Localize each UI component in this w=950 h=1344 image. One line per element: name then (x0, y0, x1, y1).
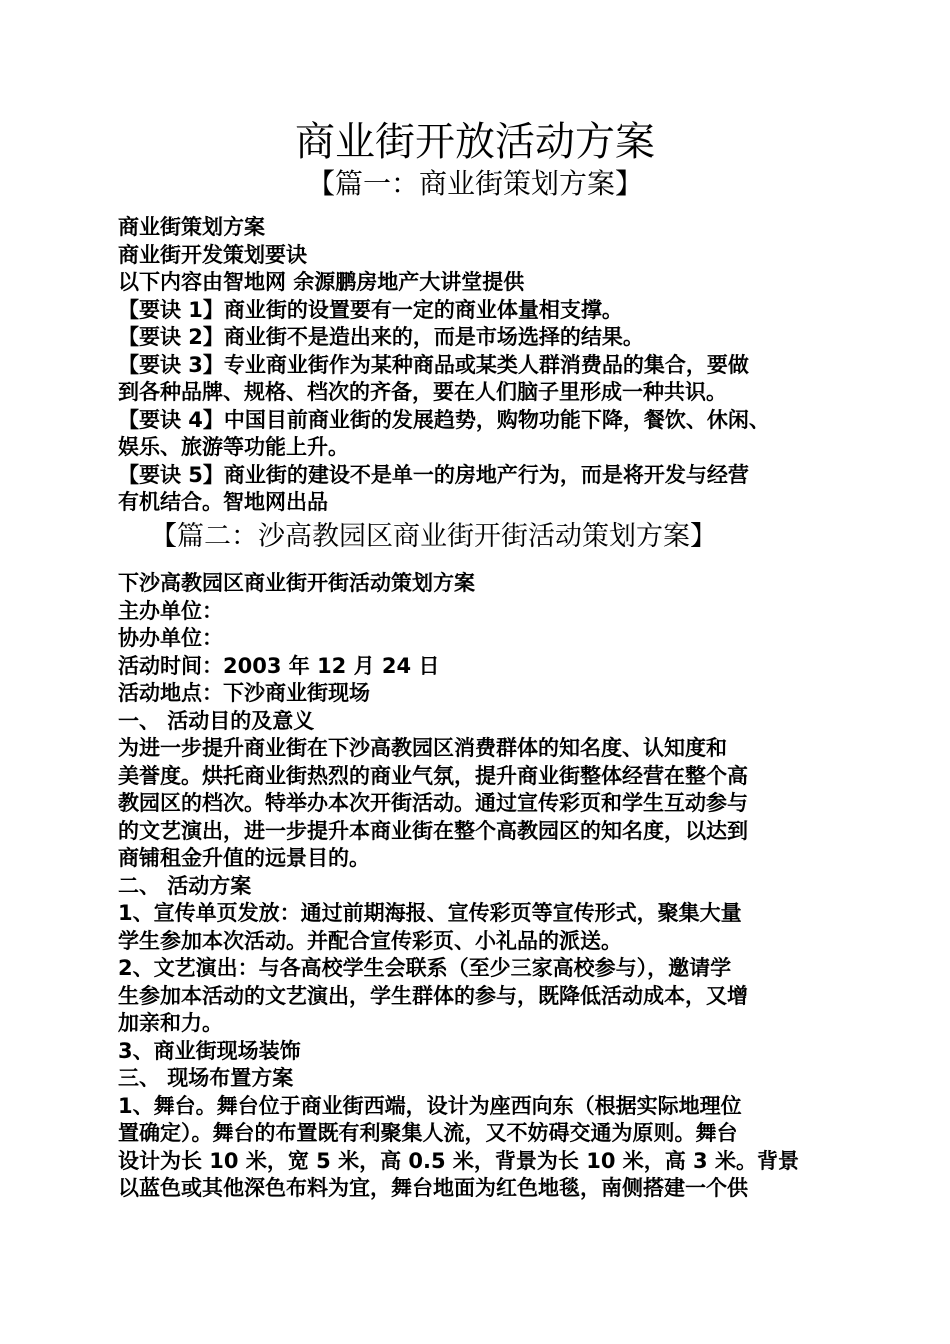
paragraph-line: 有机结合。智地网出品 (118, 490, 328, 514)
paragraph-line: 【要诀 4】中国目前商业街的发展趋势，购物功能下降，餐饮、休闲、 (118, 407, 770, 432)
paragraph-line: 三、 现场布置方案 (118, 1066, 294, 1090)
paragraph-line: 商铺租金升值的远景目的。 (118, 846, 370, 870)
paragraph-line: 活动时间：2003 年 12 月 24 日 (118, 653, 440, 678)
paragraph-line: 1、舞台。舞台位于商业街西端，设计为座西向东（根据实际地理位 (118, 1093, 742, 1118)
paragraph-line: 3、商业街现场装饰 (118, 1038, 301, 1063)
paragraph-line: 协办单位： (118, 626, 223, 650)
paragraph-line: 2、文艺演出：与各高校学生会联系（至少三家高校参与），邀请学 (118, 956, 732, 980)
paragraph-line: 加亲和力。 (118, 1011, 223, 1035)
paragraph-line: 商业街开发策划要诀 (118, 242, 307, 267)
paragraph-line: 娱乐、旅游等功能上升。 (118, 435, 349, 459)
paragraph-line: 【要诀 2】商业街不是造出来的，而是市场选择的结果。 (118, 325, 644, 349)
paragraph-line: 设计为长 10 米，宽 5 米，高 0.5 米，背景为长 10 米，高 3 米。背景 (118, 1148, 799, 1173)
paragraph-line: 到各种品牌、规格、档次的齐备，要在人们脑子里形成一种共识。 (118, 380, 727, 404)
paragraph-line: 生参加本活动的文艺演出，学生群体的参与，既降低活动成本，又增 (118, 983, 748, 1008)
paragraph-line: 二、 活动方案 (118, 873, 252, 898)
paragraph-line: 教园区的档次。特举办本次开街活动。通过宣传彩页和学生互动参与 (118, 791, 748, 815)
paragraph-line: 以蓝色或其他深色布料为宜，舞台地面为红色地毯，南侧搭建一个供 (118, 1176, 748, 1200)
paragraph-line: 1、宣传单页发放：通过前期海报、宣传彩页等宣传形式，聚集大量 (118, 901, 742, 925)
paragraph-line: 一、 活动目的及意义 (118, 708, 315, 733)
paragraph-line: 置确定）。舞台的布置既有利聚集人流，又不妨碍交通为原则。舞台 (118, 1121, 738, 1145)
paragraph-line: 的文艺演出，进一步提升本商业街在整个高教园区的知名度，以达到 (118, 818, 748, 843)
section2-body (118, 570, 848, 1203)
paragraph-line: 活动地点：下沙商业街现场 (118, 681, 370, 705)
paragraph-line: 下沙高教园区商业街开街活动策划方案 (118, 571, 475, 595)
section1-body (118, 214, 848, 517)
document-title: 商业街开放活动方案 (295, 119, 655, 165)
paragraph-line: 【要诀 5】商业街的建设不是单一的房地产行为，而是将开发与经营 (118, 462, 749, 487)
section2-heading: 【篇二：沙高教园区商业街开街活动策划方案】 (150, 521, 717, 552)
paragraph-line: 以下内容由智地网 余源鹏房地产大讲堂提供 (118, 270, 525, 294)
paragraph-line: 学生参加本次活动。并配合宣传彩页、小礼品的派送。 (118, 928, 622, 953)
section1-heading: 【篇一：商业街策划方案】 (306, 167, 643, 200)
paragraph-line: 【要诀 3】专业商业街作为某种商品或某类人群消费品的集合，要做 (118, 352, 749, 377)
paragraph-line: 主办单位： (118, 598, 223, 623)
paragraph-line: 商业街策划方案 (118, 215, 265, 239)
paragraph-line: 【要诀 1】商业街的设置要有一定的商业体量相支撑。 (118, 297, 623, 322)
paragraph-line: 美誉度。烘托商业街热烈的商业气氛，提升商业街整体经营在整个高 (118, 763, 748, 788)
paragraph-line: 为进一步提升商业街在下沙高教园区消费群体的知名度、认知度和 (118, 736, 727, 760)
